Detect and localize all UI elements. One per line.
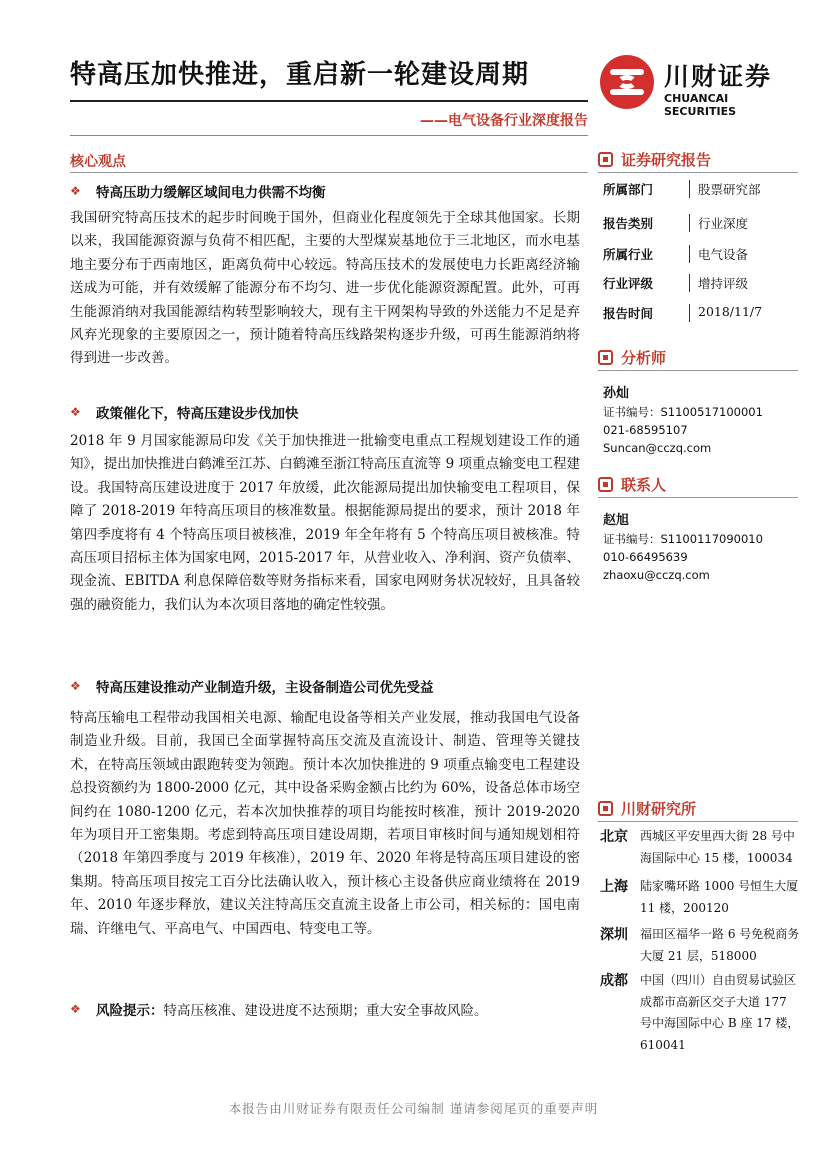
- section-body: 我国研究特高压技术的起步时间晚于国外，但商业化程度领先于全球其他国家。长期以来，我国能源资源与负荷不相匹配，主要的大型煤炭基地位于三北地区，而水电基地主要分布于西南地区，距离负荷中心较远。特高压技术的发展使电力长距离经济输送成为可能，并有效缓解了能源分布不均匀、进一步优化能源资源配置。此外，可再生能源消纳对我国能源结构转型影响较大，现有主干网架构导致的外送能力不足是弃风弃光现象的主要原因之一，预计随着特高压线路架构逐步升级，可再生能源消纳将得到进一步改善。: [70, 210, 580, 367]
- office-address: [600, 876, 805, 919]
- analyst-email[interactable]: Suncan@cczq.com: [603, 441, 712, 455]
- section-square-icon: [598, 801, 613, 816]
- logo-name-en: CHUANCAI SECURITIES: [664, 92, 737, 118]
- title-divider: [70, 100, 588, 102]
- office-addr: 中国（四川）自由贸易试验区成都市高新区交子大道 177 号中海国际中心 B 座 17 楼，610041: [640, 973, 800, 1052]
- section-square-icon: [598, 350, 613, 365]
- contact-cert: 证书编号：S1100117090010: [603, 532, 763, 546]
- risk-text: 特高压核准、建设进度不达预期；重大安全事故风险。: [163, 1003, 488, 1019]
- office-city: 成都: [600, 973, 628, 989]
- core-view-divider: [70, 172, 588, 173]
- info-key: 所属部门: [603, 182, 654, 197]
- section-heading: [70, 181, 326, 201]
- subtitle-divider: [70, 135, 588, 136]
- section-square-icon: [598, 477, 613, 492]
- office-address: [600, 970, 805, 1056]
- section-body: 2018 年 9 月国家能源局印发《关于加快推进一批输变电重点工程规划建设工作的通知》，提出加快推进白鹤滩至江苏、白鹤滩至浙江特高压直流等 9 项重点输变电工程建设。我国特高压建设进度于 2017 年放缓，此次能源局提出加快输变电工程项目，保障了 2018-2019 年特高压项目的核准数量。根据能源局提出的要求，预计 2018 年第四季度将有 4 个特高压项目被核准，2019 年全年将有 5 个特高压项目被核准。特高压项目招标主体为国家电网，2015-2017 年，从营业收入、净利润、资产负债率、现金流、EBITDA 利息保障倍数等财务指标来看，国家电网财务状况较好，且具备较强的融资能力，我们认为本次项目落地的确定性较强。: [70, 433, 580, 613]
- section-body: 特高压输电工程带动我国相关电源、输配电设备等相关产业发展，推动我国电气设备制造业升级。目前，我国已全面掌握特高压交流及直流设计、制造、管理等关键技术，在特高压领域由跟跑转变为领跑。预计本次加快推进的 9 项重点输变电工程建设总投资额约为 1800-2000 亿元，其中设备采购金额占比约为 60%，设备总体市场空间约在 1080-1200 亿元，若本次加快推荐的项目均能按时核准，预计 2019-2020 年为项目开工密集期。考虑到特高压项目建设周期，若项目审核时间与通知规划相符（2018 年第四季度与 2019 年核准），2019 年、2020 年将是特高压项目建设的密集期。特高压项目按完工百分比法确认收入，预计核心主设备供应商业绩将在 2019 年、2010 年逐步释放，建议关注特高压交直流主设备上市公司，相关标的：国电南瑞、许继电气、平高电气、中国西电、特变电工等。: [70, 710, 580, 937]
- section-square-icon: [598, 152, 613, 167]
- office-city: 深圳: [600, 927, 628, 943]
- office-city: 上海: [600, 879, 628, 895]
- analyst-cert: 证书编号：S1100517100001: [603, 405, 763, 419]
- contact-card: [603, 512, 763, 584]
- risk-note: [70, 999, 488, 1019]
- info-key: 所属行业: [603, 247, 654, 262]
- sidebar-divider: [598, 497, 798, 498]
- sidebar-divider: [598, 821, 798, 822]
- info-key: 行业评级: [603, 276, 654, 291]
- analyst-heading: 分析师: [598, 347, 666, 368]
- sidebar-divider: [598, 370, 798, 371]
- section-heading: [70, 676, 434, 696]
- office-address: [600, 924, 805, 967]
- sidebar-divider: [598, 172, 798, 173]
- contact-phone: 010-66495639: [603, 550, 688, 564]
- report-title: 特高压加快推进，重启新一轮建设周期: [70, 60, 530, 90]
- logo-name-cn: 川财证券: [664, 62, 773, 91]
- info-key: 报告类别: [603, 216, 654, 231]
- office-city: 北京: [600, 829, 628, 845]
- info-row: [603, 214, 803, 232]
- diamond-bullet-icon: ❖: [70, 679, 81, 693]
- info-value: 2018/11/7: [689, 304, 762, 322]
- contact-heading: 联系人: [598, 474, 666, 495]
- contact-name: 赵旭: [603, 513, 630, 528]
- office-address: [600, 826, 805, 869]
- contact-email[interactable]: zhaoxu@cczq.com: [603, 568, 710, 582]
- section-heading-text: 特高压助力缓解区域间电力供需不均衡: [96, 185, 326, 201]
- info-value: 股票研究部: [689, 180, 761, 198]
- section-heading-text: 特高压建设推动产业制造升级，主设备制造公司优先受益: [96, 680, 434, 696]
- institute-heading: 川财研究所: [598, 798, 696, 819]
- logo-mark-icon: [600, 55, 654, 109]
- analyst-phone: 021-68595107: [603, 423, 688, 437]
- office-addr: 陆家嘴环路 1000 号恒生大厦 11 楼，200120: [640, 879, 799, 915]
- section-heading: [70, 402, 299, 422]
- office-addr: 福田区福华一路 6 号免税商务大厦 21 层，518000: [640, 927, 800, 963]
- info-row: [603, 274, 803, 292]
- analyst-name: 孙灿: [603, 386, 630, 401]
- page-footer: 本报告由川财证券有限责任公司编制 谨请参阅尾页的重要声明: [228, 1101, 599, 1116]
- info-row: [603, 180, 803, 198]
- section-heading-text: 政策催化下，特高压建设步伐加快: [96, 406, 299, 422]
- info-key: 报告时间: [603, 306, 654, 321]
- diamond-bullet-icon: ❖: [70, 405, 81, 419]
- info-value: 电气设备: [689, 245, 748, 263]
- report-info-heading: 证券研究报告: [598, 149, 711, 170]
- info-row: [603, 304, 803, 322]
- office-addr: 西城区平安里西大街 28 号中海国际中心 15 楼，100034: [640, 829, 795, 865]
- diamond-bullet-icon: ❖: [70, 1002, 81, 1016]
- info-row: [603, 245, 803, 263]
- info-value: 增持评级: [689, 274, 748, 292]
- info-value: 行业深度: [689, 214, 748, 232]
- diamond-bullet-icon: ❖: [70, 184, 81, 198]
- risk-label: 风险提示：: [96, 1003, 164, 1019]
- core-view-title: 核心观点: [70, 154, 126, 170]
- analyst-card: [603, 385, 763, 457]
- report-subtitle: ——电气设备行业深度报告: [420, 113, 588, 129]
- company-logo: [600, 55, 800, 118]
